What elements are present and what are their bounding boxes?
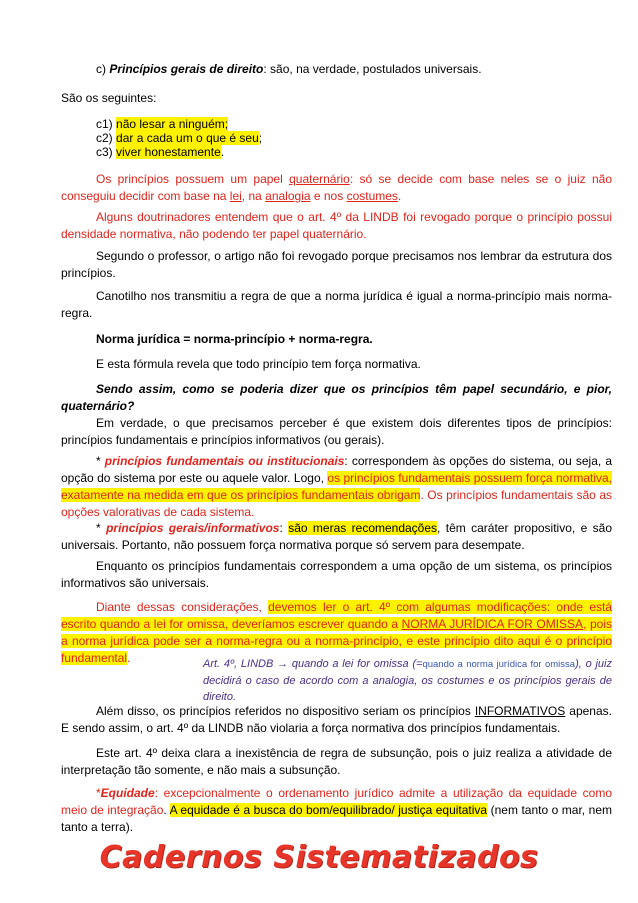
term-title: Princípios gerais de direito bbox=[109, 62, 264, 76]
paragraph-principios-gerais-informativos bbox=[61, 520, 612, 554]
highlighted-text: dar a cada um o que é seu bbox=[116, 131, 259, 145]
list-item bbox=[96, 144, 224, 161]
text: : bbox=[279, 521, 289, 535]
text: , têm caráter propositivo, e são universais. Portanto, não possuem força normativa porque só servem para desempate. bbox=[61, 521, 612, 552]
paragraph-alguns-doutrinadores: Alguns doutrinadores entendem que o art. 4º da LINDB foi revogado porque o princípio possui densidade normativa, não podendo ter papel quaternário. bbox=[61, 210, 612, 241]
text: . bbox=[163, 803, 170, 817]
text: opções valorativas de cada sistema. bbox=[61, 505, 255, 519]
list-number: c2) bbox=[96, 131, 117, 145]
highlighted-underlined-text: NORMA JURÍDICA FOR OMISSA bbox=[401, 617, 584, 631]
text: e nos bbox=[310, 189, 347, 203]
underlined-text: costumes bbox=[346, 189, 398, 203]
term-title: princípios gerais/informativos bbox=[106, 521, 280, 535]
paragraph-equidade bbox=[61, 785, 612, 836]
paragraph-formula: Norma jurídica = norma-princípio + norma-regra. bbox=[96, 332, 373, 346]
quote-text: Art. 4º, LINDB → quando a lei for omissa (= bbox=[203, 658, 423, 670]
quote-inline-note: quando a norma jurídica for omissa bbox=[422, 659, 576, 670]
paragraph-em-verdade: Em verdade, o que precisamos perceber é que existem dois diferentes tipos de princípios: princípios fundamentais e princípios informativos (ou gerais). bbox=[61, 416, 612, 447]
paragraph-text: : são, na verdade, postulados universais. bbox=[263, 62, 482, 76]
paragraph-quaternario bbox=[61, 171, 612, 205]
paragraph-principios-gerais bbox=[61, 61, 612, 78]
highlighted-text: são meras recomendações bbox=[288, 521, 438, 535]
paragraph-alem-disso bbox=[61, 703, 612, 737]
text: . Os princípios fundamentais são as bbox=[420, 488, 612, 502]
text: : excepcionalmente o ordenamento jurídico admite a utilização da equidade como meio de integração bbox=[61, 786, 612, 817]
footer-logo: Cadernos Sistematizados bbox=[99, 840, 539, 875]
highlighted-text: A equidade é a busca do bom/equilibrado/ justiça equitativa bbox=[169, 803, 488, 817]
text: Os princípios possuem um papel bbox=[96, 172, 290, 186]
highlighted-text: os princípios fundamentais possuem força normativa, exatamente na medida em que os princípios fundamentais obrigam bbox=[61, 471, 613, 502]
highlighted-text: viver honestamente bbox=[116, 145, 221, 159]
text: (nem tanto o mar, nem tanto a terra). bbox=[61, 803, 612, 834]
paragraph-esta-formula: E esta fórmula revela que todo princípio tem força normativa. bbox=[96, 357, 421, 371]
paragraph-enquanto: Enquanto os princípios fundamentais correspondem a uma opção de um sistema, os princípios informativos são universais. bbox=[61, 559, 612, 590]
underlined-text: lei bbox=[229, 189, 242, 203]
text: . bbox=[397, 189, 402, 203]
paragraph-professor: Segundo o professor, o artigo não foi revogado porque precisamos nos lembrar da estrutura dos princípios. bbox=[61, 249, 612, 280]
bullet: * bbox=[96, 521, 107, 535]
paragraph-principios-fundamentais bbox=[61, 453, 612, 521]
underlined-text: INFORMATIVOS bbox=[474, 704, 566, 718]
list-tail: ; bbox=[258, 131, 263, 145]
list-number: c3) bbox=[96, 145, 117, 159]
bullet: * bbox=[96, 786, 101, 800]
text: apenas. E sendo assim, o art. 4º da LINDB não violaria a força normativa dos princípios fundamentais. bbox=[61, 704, 612, 735]
text: : correspondem às opções do sistema, ou seja, a opção do sistema por este ou aquele valor. Logo, bbox=[61, 454, 612, 485]
bullet: * bbox=[96, 454, 105, 468]
paragraph-sendo-assim: Sendo assim, como se poderia dizer que os princípios têm papel secundário, e pior, quaternário? bbox=[61, 382, 612, 413]
text: , na bbox=[241, 189, 266, 203]
highlighted-text: , pois a norma jurídica pode ser a norma-regra ou a norma-princípio, e este princípio dito aqui é o princípio fundamental bbox=[61, 617, 613, 665]
text: : só se decide com base neles se o juiz não conseguiu decidir com base na bbox=[61, 172, 612, 203]
text: Além disso, os princípios referidos no dispositivo seriam os princípios bbox=[96, 704, 475, 718]
paragraph-este-art: Este art. 4º deixa clara a inexistência de regra de subsunção, pois o juiz realiza a atividade de interpretação tão somente, e não mais a subsunção. bbox=[61, 746, 612, 777]
underlined-text: analogia bbox=[265, 189, 311, 203]
highlighted-text: não lesar a ninguém; bbox=[116, 117, 229, 131]
text: Diante dessas considerações, bbox=[96, 600, 269, 614]
highlighted-text: devemos ler o art. 4º com algumas modificações: onde está escrito quando a lei for omissa, deveríamos escrever quando a bbox=[61, 600, 612, 631]
quote-art-4-lindb bbox=[203, 656, 612, 705]
paragraph-seguintes: São os seguintes: bbox=[61, 91, 157, 105]
list-tail: . bbox=[220, 145, 225, 159]
term-title: Equidade bbox=[100, 786, 155, 800]
list-number: c1) bbox=[96, 117, 117, 131]
text: . bbox=[127, 651, 131, 665]
underlined-text: quaternário bbox=[289, 172, 350, 186]
quote-text: ), o juiz decidirá o caso de acordo com a analogia, os costumes e os princípios gerais de direito. bbox=[203, 658, 612, 703]
item-prefix: c) bbox=[96, 62, 110, 76]
term-title: princípios fundamentais ou institucionais bbox=[104, 454, 345, 468]
paragraph-canotilho: Canotilho nos transmitiu a regra de que a norma jurídica é igual a norma-princípio mais norma-regra. bbox=[61, 289, 612, 320]
